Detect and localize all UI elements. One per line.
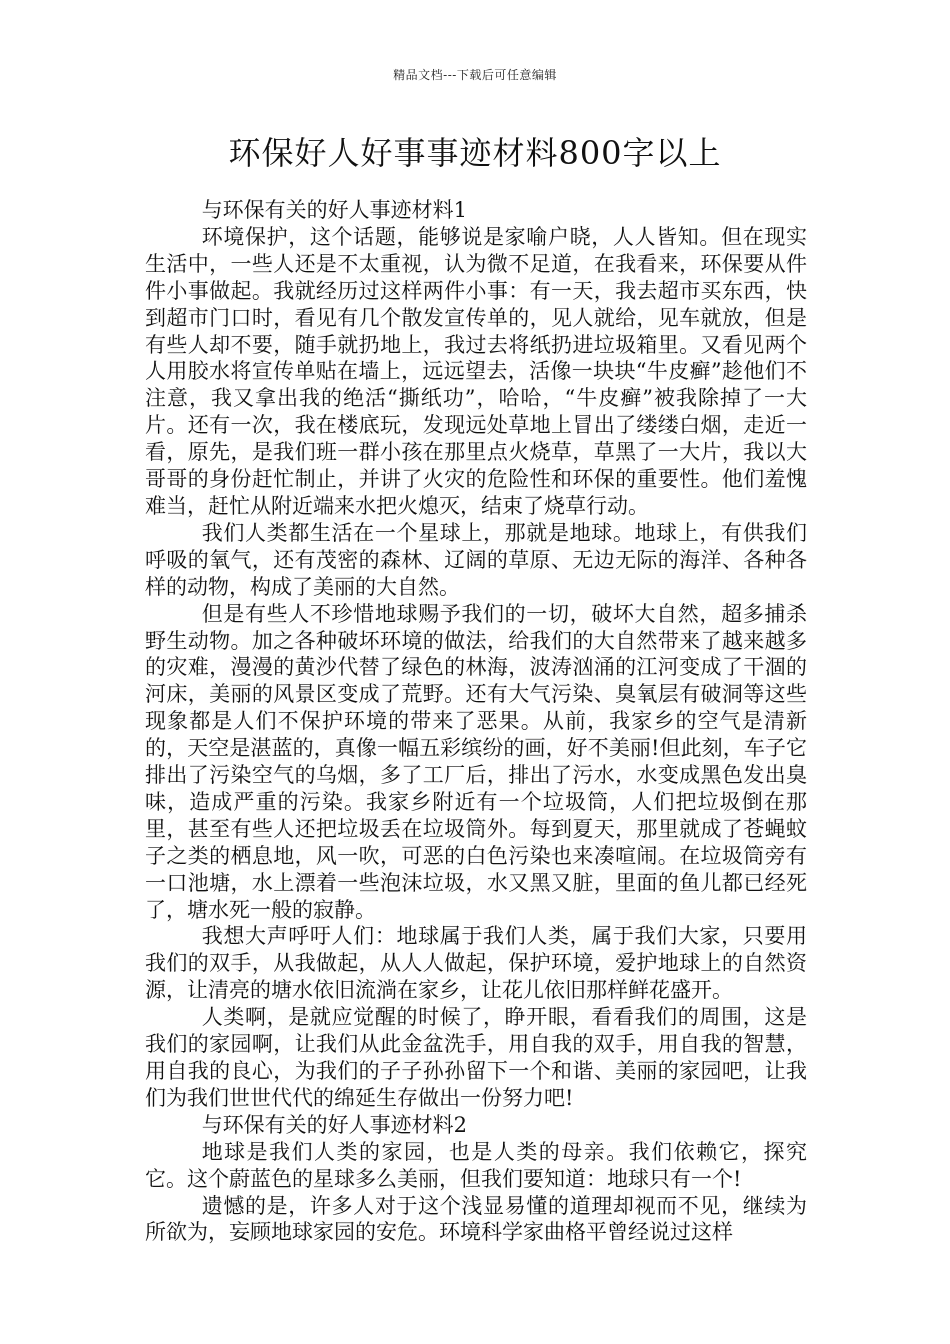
section-heading: 与环保有关的好人事迹材料2 <box>201 1112 468 1137</box>
header-note: 精品文档---下载后可任意编辑 <box>393 68 557 82</box>
paragraph: 地球是我们人类的家园，也是人类的母亲。我们依赖它，探究它。这个蔚蓝色的星球多么美丽，但我们要知道：地球只有一个! <box>145 1139 807 1191</box>
document-title: 环保好人好事事迹材料800字以上 <box>228 134 722 172</box>
paragraph: 我们人类都生活在一个星球上，那就是地球。地球上，有供我们呼吸的氧气，还有茂密的森林、辽阔的草原、无边无际的海洋、各种各样的动物，构成了美丽的大自然。 <box>145 520 807 599</box>
document-body <box>145 197 807 1246</box>
paragraph: 遗憾的是，许多人对于这个浅显易懂的道理却视而不见，继续为所欲为，妄顾地球家园的安危。环境科学家曲格平曾经说过这样 <box>145 1193 807 1245</box>
paragraph: 我想大声呼吁人们：地球属于我们人类，属于我们大家，只要用我们的双手，从我做起，从人人做起，保护环境，爱护地球上的自然资源，让清亮的塘水依旧流淌在家乡，让花儿依旧那样鲜花盛开。 <box>145 924 807 1003</box>
paragraph: 但是有些人不珍惜地球赐予我们的一切，破坏大自然，超多捕杀野生动物。加之各种破坏环境的做法，给我们的大自然带来了越来越多的灾难，漫漫的黄沙代替了绿色的林海，波涛汹涌的江河变成了干涸的河床，美丽的风景区变成了荒野。还有大气污染、臭氧层有破洞等这些现象都是人们不保护环境的带来了恶果。从前，我家乡的空气是清新的，天空是湛蓝的，真像一幅五彩缤纷的画，好不美丽!但此刻，车子它排出了污染空气的乌烟，多了工厂后，排出了污水，水变成黑色发出臭味，造成严重的污染。我家乡附近有一个垃圾筒，人们把垃圾倒在那里，甚至有些人还把垃圾丢在垃圾筒外。每到夏天，那里就成了苍蝇蚊子之类的栖息地，风一吹，可恶的白色污染也来凑喧闹。在垃圾筒旁有一口池塘，水上漂着一些泡沫垃圾，水又黑又脏，里面的鱼儿都已经死了，塘水死一般的寂静。 <box>145 601 807 922</box>
paragraph: 环境保护，这个话题，能够说是家喻户晓，人人皆知。但在现实生活中，一些人还是不太重视，认为微不足道，在我看来，环保要从件件小事做起。我就经历过这样两件小事：有一天，我去超市买东西，快到超市门口时，看见有几个散发宣传单的，见人就给，见车就放，但是有些人却不要，随手就扔地上，我过去将纸扔进垃圾箱里。又看见两个人用胶水将宣传单贴在墙上，远远望去，活像一块块“牛皮癣”趁他们不注意，我又拿出我的绝活“撕纸功”，哈哈，“牛皮癣”被我除掉了一大片。还有一次，我在楼底玩，发现远处草地上冒出了缕缕白烟，走近一看，原先，是我们班一群小孩在那里点火烧草，草黑了一大片，我以大哥哥的身份赶忙制止，并讲了火灾的危险性和环保的重要性。他们羞愧难当，赶忙从附近端来水把火熄灭，结束了烧草行动。 <box>145 224 807 518</box>
section-heading: 与环保有关的好人事迹材料1 <box>201 198 468 222</box>
paragraph: 人类啊，是就应觉醒的时候了，睁开眼，看看我们的周围，这是我们的家园啊，让我们从此金盆洗手，用自我的双手，用自我的智慧，用自我的良心，为我们的子子孙孙留下一个和谐、美丽的家园吧，让我们为我们世世代代的绵延生存做出一份努力吧! <box>145 1005 807 1110</box>
